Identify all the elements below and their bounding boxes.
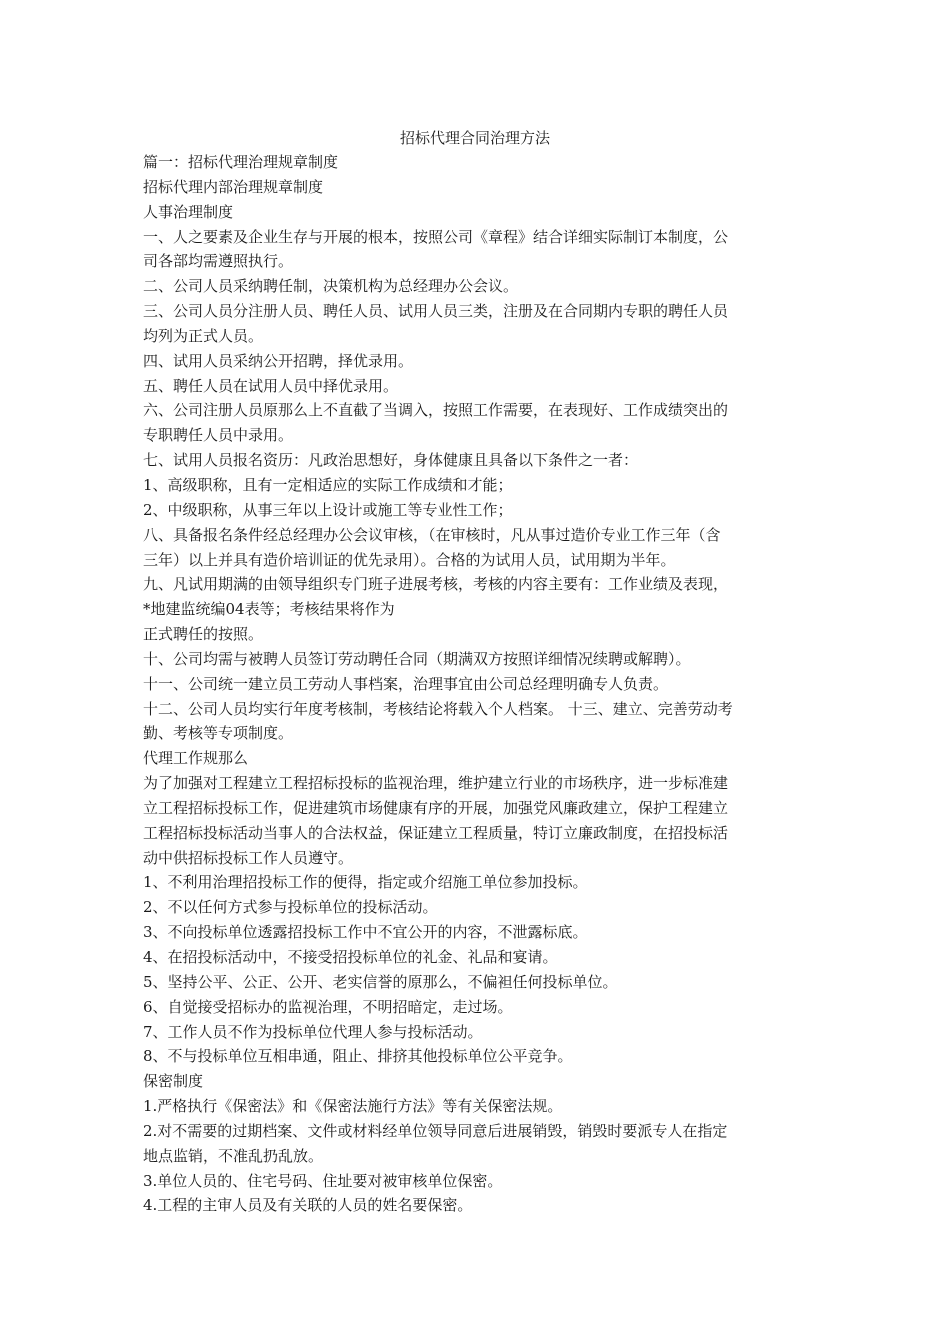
body-line: 7、工作人员不作为投标单位代理人参与投标活动。 [143, 1022, 483, 1041]
body-line: 五、聘任人员在试用人员中择优录用。 [143, 376, 399, 395]
body-line: 2、中级职称，从事三年以上设计或施工等专业性工作； [143, 500, 513, 519]
body-line: 1.严格执行《保密法》和《保密法施行方法》等有关保密法规。 [143, 1097, 563, 1116]
body-line: 十一、公司统一建立员工劳动人事档案，治理事宜由公司总经理明确专人负责。 [143, 674, 669, 693]
body-line: 1、不利用治理招投标工作的便得，指定或介绍施工单位参加投标。 [143, 873, 588, 892]
body-line: 人事治理制度 [143, 202, 234, 221]
body-line: 3、不向投标单位透露招投标工作中不宜公开的内容，不泄露标底。 [143, 923, 588, 942]
body-line: 司各部均需遵照执行。 [143, 252, 294, 271]
body-line: 5、坚持公平、公正、公开、老实信誉的原那么，不偏袒任何投标单位。 [143, 972, 618, 991]
body-line: 篇一：招标代理治理规章制度 [143, 153, 339, 171]
document-title: 招标代理合同治理方法 [399, 129, 550, 147]
body-line: 十二、公司人员均实行年度考核制，考核结论将载入个人档案。 十三、建立、完善劳动考 [143, 699, 733, 718]
body-line: 一、人之要素及企业生存与开展的根本，按照公司《章程》结合详细实际制订本制度，公 [143, 227, 729, 246]
body-line: 工程招标投标活动当事人的合法权益，保证建立工程质量，特订立廉政制度，在招投标活 [143, 823, 729, 842]
body-line: 均列为正式人员。 [143, 326, 264, 345]
body-line: 立工程招标投标工作，促进建筑市场健康有序的开展，加强党风廉政建立，保护工程建立 [143, 798, 729, 817]
body-line: 2.对不需要的过期档案、文件或材料经单位领导同意后进展销毁，销毁时要派专人在指定 [143, 1121, 728, 1140]
body-line: 八、具备报名条件经总经理办公会议审核，（在审核时，凡从事过造价专业工作三年（含 [143, 525, 721, 544]
body-line: 三、公司人员分注册人员、聘任人员、试用人员三类，注册及在合同期内专职的聘任人员 [143, 302, 729, 321]
body-line: 为了加强对工程建立工程招标投标的监视治理，维护建立行业的市场秩序，进一步标准建 [143, 774, 729, 793]
document-body [143, 150, 807, 1218]
body-line: 七、试用人员报名资历：凡政治思想好，身体健康且具备以下条件之一者： [143, 451, 639, 470]
body-line: 代理工作规那么 [143, 749, 249, 768]
body-line: 勤、考核等专项制度。 [143, 724, 294, 743]
body-line: 保密制度 [143, 1072, 204, 1091]
body-line: 十、公司均需与被聘人员签订劳动聘任合同（期满双方按照详细情况续聘或解聘）。 [143, 649, 691, 668]
body-line: 3.单位人员的、住宅号码、住址要对被审核单位保密。 [143, 1171, 503, 1190]
body-line: 正式聘任的按照。 [143, 625, 264, 644]
body-line: 4、在招投标活动中，不接受招投标单位的礼金、礼品和宴请。 [143, 948, 558, 966]
body-line: 四、试用人员采纳公开招聘，择优录用。 [143, 351, 414, 370]
body-line: 六、公司注册人员原那么上不直截了当调入，按照工作需要，在表现好、工作成绩突出的 [143, 401, 729, 420]
body-line: 2、不以任何方式参与投标单位的投标活动。 [143, 898, 438, 917]
body-line: 8、不与投标单位互相串通，阻止、排挤其他投标单位公平竞争。 [143, 1047, 573, 1066]
body-line: 招标代理内部治理规章制度 [143, 177, 324, 196]
body-line: 1、高级职称，且有一定相适应的实际工作成绩和才能； [143, 475, 513, 494]
body-line: 地点监销，不准乱扔乱放。 [143, 1146, 324, 1165]
body-line: 动中供招标投标工作人员遵守。 [143, 848, 354, 867]
body-line: 6、自觉接受招标办的监视治理，不明招暗定，走过场。 [143, 997, 513, 1016]
body-line: *地建监统编04表等；考核结果将作为 [143, 600, 395, 619]
body-line: 4.工程的主审人员及有关联的人员的姓名要保密。 [143, 1196, 473, 1215]
body-line: 二、公司人员采纳聘任制，决策机构为总经理办公会议。 [143, 277, 519, 296]
body-line: 专职聘任人员中录用。 [143, 426, 294, 445]
body-line: 三年）以上并具有造价培训证的优先录用）。合格的为试用人员，试用期为半年。 [143, 550, 676, 569]
body-line: 九、凡试用期满的由领导组织专门班子进展考核，考核的内容主要有：工作业绩及表现， [143, 575, 729, 594]
